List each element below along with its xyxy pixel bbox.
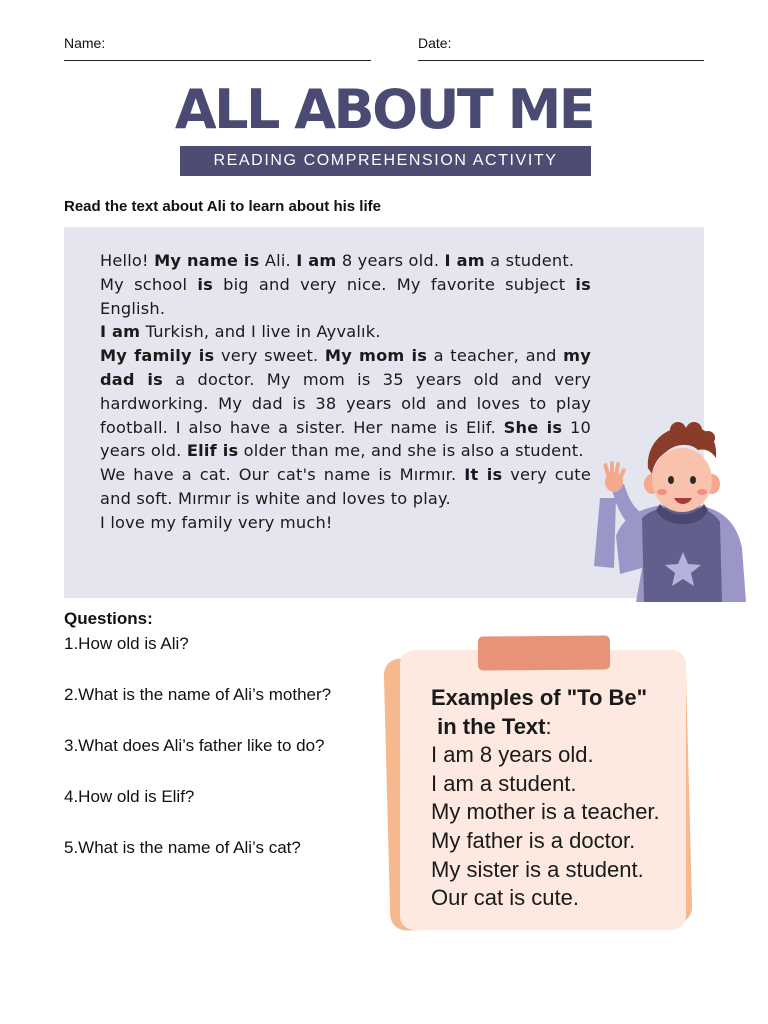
passage-paragraph	[100, 511, 591, 535]
bold-phrase: I am	[296, 251, 337, 270]
question-2: 2.What is the name of Ali’s mother?	[64, 685, 332, 704]
passage-text: Ali.	[259, 251, 297, 270]
passage-text: Hello!	[100, 251, 155, 270]
question-3: 3.What does Ali’s father like to do?	[64, 736, 325, 755]
question-4: 4.How old is Elif?	[64, 787, 195, 806]
note-line: My father is a doctor.	[431, 827, 636, 853]
note-line: My sister is a student.	[431, 856, 644, 882]
passage-text: 8 years old.	[336, 251, 445, 270]
passage-text: My school	[100, 274, 198, 294]
question-5: 5.What is the name of Ali’s cat?	[64, 838, 301, 857]
passage-paragraph	[100, 249, 591, 273]
bold-phrase: is	[575, 274, 591, 294]
note-heading-line2-wrap	[431, 713, 691, 742]
bold-phrase: It is	[464, 465, 503, 485]
passage-text: We have a cat. Our cat's name is Mırmır.	[100, 465, 465, 485]
passage-text: I love my family very much!	[100, 512, 333, 532]
passage-paragraph	[100, 463, 591, 511]
passage-text: a student.	[484, 251, 575, 270]
bold-phrase: My name is	[154, 251, 260, 270]
passage-text: 10 years old.	[100, 417, 592, 461]
subtitle-text: READING COMPREHENSION ACTIVITY	[213, 152, 558, 169]
question-1: 1.How old is Ali?	[64, 634, 189, 653]
to-be-examples	[431, 684, 691, 913]
passage-text: very cute and soft. Mırmır is white and loves to play.	[100, 465, 591, 508]
tape-strip	[478, 635, 610, 670]
passage-text: a teacher, and	[427, 346, 564, 366]
note-heading-line1: Examples of "To Be"	[431, 685, 648, 710]
note-line: I am a student.	[431, 770, 577, 796]
bold-phrase: She is	[503, 417, 563, 437]
passage-text: older than me, and she is also a student.	[238, 441, 584, 461]
passage-paragraph	[100, 320, 591, 344]
date-label: Date:	[418, 35, 452, 51]
bold-phrase: is	[197, 274, 213, 294]
bold-phrase: My mom is	[324, 346, 428, 366]
passage-paragraph	[100, 273, 591, 321]
name-line	[64, 60, 371, 61]
passage-paragraph	[100, 344, 591, 463]
passage-text: big and very nice. My favorite subject	[212, 274, 576, 294]
page-title: ALL ABOUT ME	[174, 78, 594, 141]
passage-text: a doctor. My mom is 35 years old and very hardworking. My dad is 38 years old and loves to play football. I also have a sister. Her name is Elif.	[100, 369, 591, 437]
bold-phrase: I am	[444, 251, 485, 270]
boy-waving-illustration	[590, 418, 748, 602]
note-heading-line2: in the Text	[431, 713, 546, 739]
questions-heading: Questions:	[64, 609, 153, 628]
bold-phrase: Elif is	[186, 441, 239, 461]
date-line	[418, 60, 704, 61]
bold-phrase: I am	[100, 322, 141, 342]
bold-phrase: my dad is	[100, 346, 591, 389]
instruction-text: Read the text about Ali to learn about his life	[64, 198, 381, 215]
passage-text: very sweet.	[214, 346, 325, 366]
passage-text: Turkish, and I live in Ayvalık.	[140, 322, 381, 342]
bold-phrase: My family is	[100, 346, 215, 366]
passage-text: English.	[100, 298, 166, 318]
note-heading-colon: :	[545, 713, 552, 739]
note-line: Our cat is cute.	[431, 885, 579, 911]
note-line: I am 8 years old.	[431, 742, 594, 768]
note-line: My mother is a teacher.	[431, 799, 660, 825]
name-label: Name:	[64, 35, 106, 51]
subtitle-banner	[180, 146, 591, 176]
reading-passage	[100, 249, 591, 535]
